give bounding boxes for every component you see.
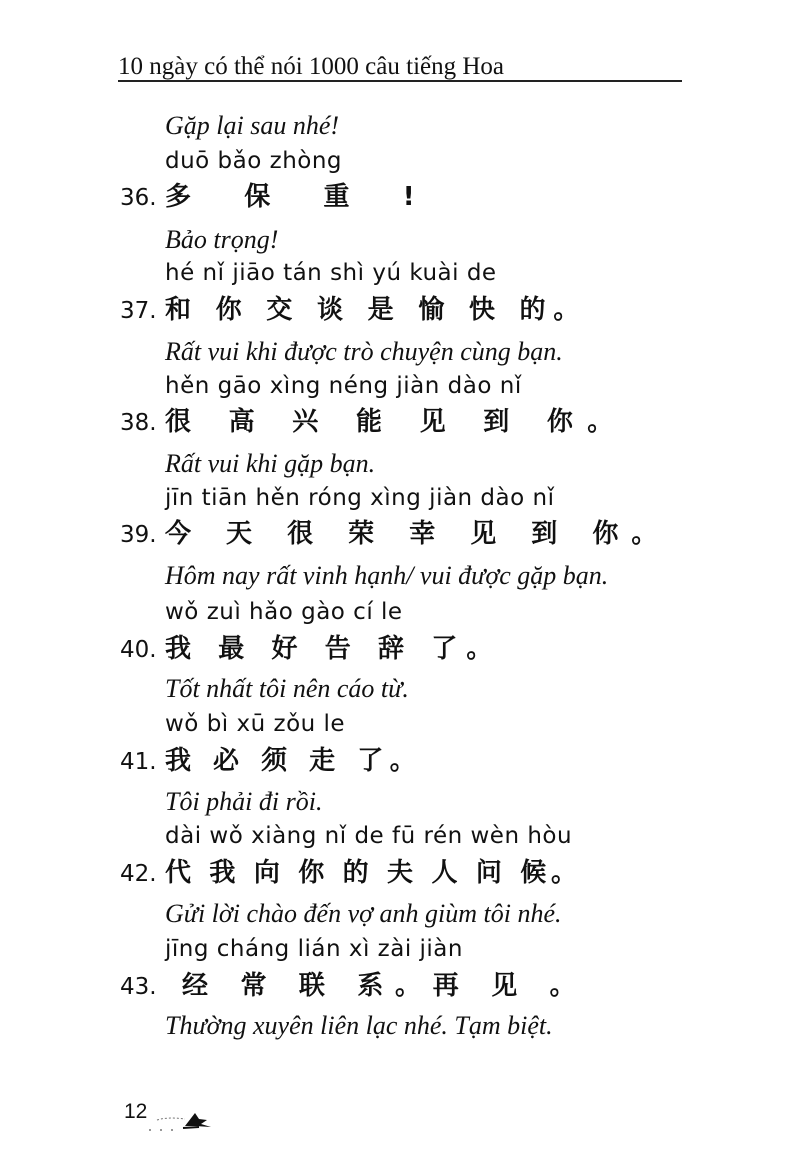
entry-number: 38. (120, 410, 157, 436)
chinese-text: 很 高 兴 能 见 到 你。 (165, 407, 628, 437)
chinese-text: 经 常 联 系。再 见 。 (182, 971, 588, 1001)
running-header: 10 ngày có thể nói 1000 câu tiếng Hoa (118, 53, 505, 80)
pinyin-40: wǒ zuì hǎo gào cí le (165, 599, 403, 625)
translation-42: Gửi lời chào đến vợ anh giùm tôi nhé. (165, 899, 562, 928)
entry-number: 36. (120, 185, 157, 211)
header-rule (118, 80, 682, 82)
chinese-text: 我 最 好 告 辞 了。 (165, 634, 502, 664)
translation-41: Tôi phải đi rồi. (165, 787, 323, 816)
translation-38: Rất vui khi gặp bạn. (165, 449, 376, 478)
chinese-text: 我 必 须 走 了。 (165, 746, 423, 776)
pinyin-43: jīng cháng lián xì zài jiàn (165, 936, 463, 962)
pinyin-41: wǒ bì xū zǒu le (165, 711, 346, 737)
pinyin-38: hěn gāo xìng néng jiàn dào nǐ (165, 373, 522, 399)
chinese-text: 代 我 向 你 的 夫 人 问 候。 (165, 858, 582, 888)
intro-translation: Gặp lại sau nhé! (165, 111, 340, 140)
entry-number: 39. (120, 522, 157, 548)
chinese-text: 和 你 交 谈 是 愉 快 的。 (165, 295, 588, 325)
dot (149, 1129, 151, 1131)
dot (160, 1129, 162, 1131)
dot (171, 1129, 173, 1131)
translation-39: Hôm nay rất vinh hạnh/ vui được gặp bạn. (165, 561, 609, 590)
page-number: 12 (124, 1100, 148, 1123)
translation-36: Bảo trọng! (165, 225, 279, 254)
entry-number: 43. (120, 974, 157, 1000)
entry-number: 40. (120, 637, 157, 663)
decorative-ornament (155, 1100, 225, 1134)
translation-43: Thường xuyên liên lạc nhé. Tạm biệt. (165, 1011, 553, 1040)
pinyin-39: jīn tiān hěn róng xìng jiàn dào nǐ (165, 485, 555, 511)
translation-40: Tốt nhất tôi nên cáo từ. (165, 674, 409, 703)
chinese-text: 今 天 很 荣 幸 见 到 你。 (165, 519, 671, 549)
pinyin-37: hé nǐ jiāo tán shì yú kuài de (165, 260, 497, 286)
pinyin-36: duō bǎo zhòng (165, 148, 343, 174)
pinyin-42: dài wǒ xiàng nǐ de fū rén wèn hòu (165, 823, 573, 849)
entry-number: 37. (120, 298, 157, 324)
entry-number: 41. (120, 749, 157, 775)
entry-number: 42. (120, 861, 157, 887)
translation-37: Rất vui khi được trò chuyện cùng bạn. (165, 337, 563, 366)
chinese-text: 多 保 重 ! (165, 182, 437, 212)
